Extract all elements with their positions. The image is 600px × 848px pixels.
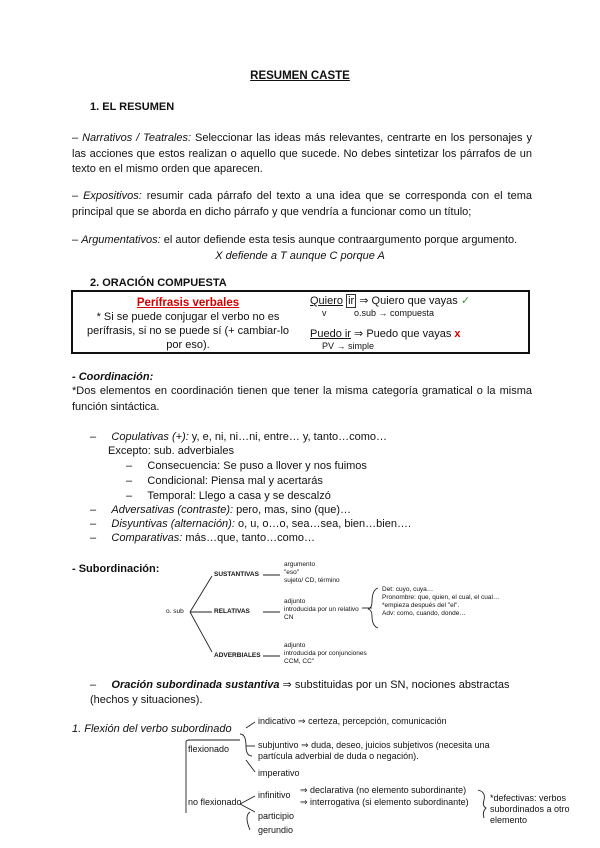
subordinacion-heading: - Subordinación: [72,563,160,575]
paragraph-expositivos: – Expositivos: resumir cada párrafo del texto a una idea que se corresponda con el tema principal que se aborda en dicho párrafo y que vendría a funcionar como un título; [72,190,532,218]
defectivas-text: *defectivas: verbos subordinados a otro elemento [490,793,570,825]
sustantivas-notes [284,561,340,585]
ex1-sub-v: v [322,308,327,318]
arrow-indicativo [246,722,255,728]
disyuntivas-text: o, u, o…o, sea…sea, bien…bien…. [234,518,412,530]
argumentativos-formula: X defiende a T aunque C porque A [215,250,385,262]
branch-sustantivas [190,576,212,612]
excepto-text: Excepto: sub. adverbiales [108,445,234,457]
branch-adverbiales [190,612,212,652]
ex2-puedo: Puedo ir [310,328,351,340]
rel-note-1: adjunto [284,598,306,605]
diagram-sustantivas: SUSTANTIVAS [214,571,259,578]
comparativas-item: – Comparativas: más…que, tanto…como… [90,532,315,544]
argumentativos-label: Argumentativos: [81,234,161,246]
comparativas-text: más…que, tanto…como… [182,532,315,544]
page-title: RESUMEN CASTE [250,70,350,82]
rel-extra-2: Pronombre: que, quien, el cual, el cual… [382,594,500,601]
no-flexionado-label: no flexionado [188,797,242,807]
diagram-adverbiales: ADVERBIALES [214,652,261,659]
sub-item-consecuencia: – Consecuencia: Se puso a llover y nos fuimos [126,460,367,472]
disyuntivas-item: – Disyuntivas (alternación): o, u, o…o, sea…sea, bien…bien…. [90,518,412,530]
arrow-infinitivo [240,796,255,804]
indicativo-text: indicativo ⇒ certeza, percepción, comunicación [258,716,447,726]
sust-note-2: "eso" [284,569,300,576]
narrativos-label: Narrativos / Teatrales: [82,132,192,144]
declarativa-text: ⇒ declarativa (no elemento subordinante) [300,785,467,795]
adversativas-text: pero, mas, sino (que)… [233,504,352,516]
ex1-ir: ir [348,295,355,307]
diagram-relativas: RELATIVAS [214,608,250,615]
adv-note-2: introducida por conjunciones [284,650,367,657]
check-icon: ✓ [460,295,471,307]
flexionado-label: flexionado [188,744,230,754]
gerundio-text: gerundio [258,825,294,835]
sustantiva-item: – Oración subordinada sustantiva ⇒ substituidas por un SN, nociones abstractas (hechos y situaciones). [90,679,510,706]
sustantiva-label: Oración subordinada sustantiva [111,679,280,691]
flexion-heading: 1. Flexión del verbo subordinado [72,723,232,735]
subjuntivo-text: subjuntivo ⇒ duda, deseo, juicios subjetivos (necesita una partícula adverbial de duda o negación). [258,740,490,761]
infinitivo-text: infinitivo [258,790,291,800]
disyuntivas-label: Disyuntivas (alternación): [111,518,235,530]
sub-item-temporal: – Temporal: Llego a casa y se descalzó [126,490,331,502]
rel-extra-4: Adv: como, cuando, donde… [382,610,466,617]
participio-text: participio [258,811,295,821]
sust-note-1: argumento [284,561,316,568]
sub-item-condicional: – Condicional: Piensa mal y acertarás [126,475,323,487]
expositivos-text: resumir cada párrafo del texto a una idea que se corresponda con el tema principal que se aborda en dicho párrafo y que vendría a funcionar como un título; [72,190,532,218]
rel-extra-3: *empieza después del "el". [382,602,460,609]
sustantiva-text: ⇒ substituidas por un SN, nociones abstractas (hechos y situaciones). [90,679,510,706]
diagram-root: o. sub [166,608,184,615]
cross-icon: x [454,328,461,340]
relativas-notes [284,598,359,622]
arrow-participio [240,804,255,812]
arrow-imperativo [246,760,255,772]
ex2-sub-text: PV → simple [322,341,375,351]
defectivas-brace [478,790,486,818]
flexionado-brace-1 [240,734,252,756]
ex1-quiero: Quiero [310,295,344,307]
ex1-result: ⇒ Quiero que vayas [359,295,458,307]
ex2-result: ⇒ Puedo que vayas [354,328,452,340]
paragraph-argumentativos: – Argumentativos: el autor defiende esta tesis aunque contraargumento porque argumento. [72,234,518,246]
participio-brace [247,812,250,830]
sust-note-3: sujeto/ CD, término [284,577,340,584]
argumentativos-text: el autor defiende esta tesis aunque contraargumento porque argumento. [160,234,518,246]
relativas-extra [382,586,499,618]
copulativas-text: y, e, ni, ni…ni, entre… y, tanto…como… [188,431,388,443]
copulativas-item: – Copulativas (+): y, e, ni, ni…ni, entre… y, tanto…como… [90,431,388,443]
adversativas-item: – Adversativas (contraste): pero, mas, sino (que)… [90,504,352,516]
rel-extra-brace [368,588,378,628]
condicional-text: Condicional: Piensa mal y acertarás [147,475,323,487]
adv-note-3: CCM, CC'' [284,658,315,665]
rel-note-2: introducida por un relativo [284,606,359,613]
coordinacion-text: *Dos elementos en coordinación tienen que tener la misma categoría gramatical o la misma función sintáctica. [72,385,532,413]
rel-note-3: CN [284,614,294,621]
temporal-text: Temporal: Llego a casa y se descalzó [147,490,331,502]
section1-heading: 1. EL RESUMEN [90,101,175,113]
adverbiales-notes [284,642,367,666]
interrogativa-text: ⇒ interrogativa (si elemento subordinante) [300,797,469,807]
adversativas-label: Adversativas (contraste): [111,504,234,516]
rel-extra-1: Det: cuyo, cuya… [382,586,434,593]
consecuencia-text: Consecuencia: Se puso a llover y nos fuimos [147,460,367,472]
comparativas-label: Comparativas: [111,532,183,544]
narrativos-text: Seleccionar las ideas más relevantes, centrarte en los personajes y las acciones que estos realizan o aquello que sucede. No debes sintetizar los párrafos de un texto en el mismo orden que aparecen. [72,132,532,175]
perifrasis-text: * Si se puede conjugar el verbo no es perífrasis, si no se puede sí (+ cambiar-lo por eso). [86,311,290,351]
paragraph-narrativos: – Narrativos / Teatrales: Seleccionar las ideas más relevantes, centrarte en los personajes y las acciones que estos realizan o aquello que sucede. No debes sintetizar los párrafos de un texto en el mismo orden que aparecen. [72,132,532,175]
adv-note-1: adjunto [284,642,306,649]
expositivos-label: Expositivos: [83,190,142,202]
copulativas-label: Copulativas (+): [111,431,189,443]
section2-heading: 2. ORACIÓN COMPUESTA [90,277,227,289]
perifrasis-title: Perífrasis verbales [136,297,240,309]
ex1-sub-text: o.sub → compuesta [354,308,435,318]
imperativo-text: imperativo [258,768,300,778]
coordinacion-heading: - Coordinación: [72,371,154,383]
